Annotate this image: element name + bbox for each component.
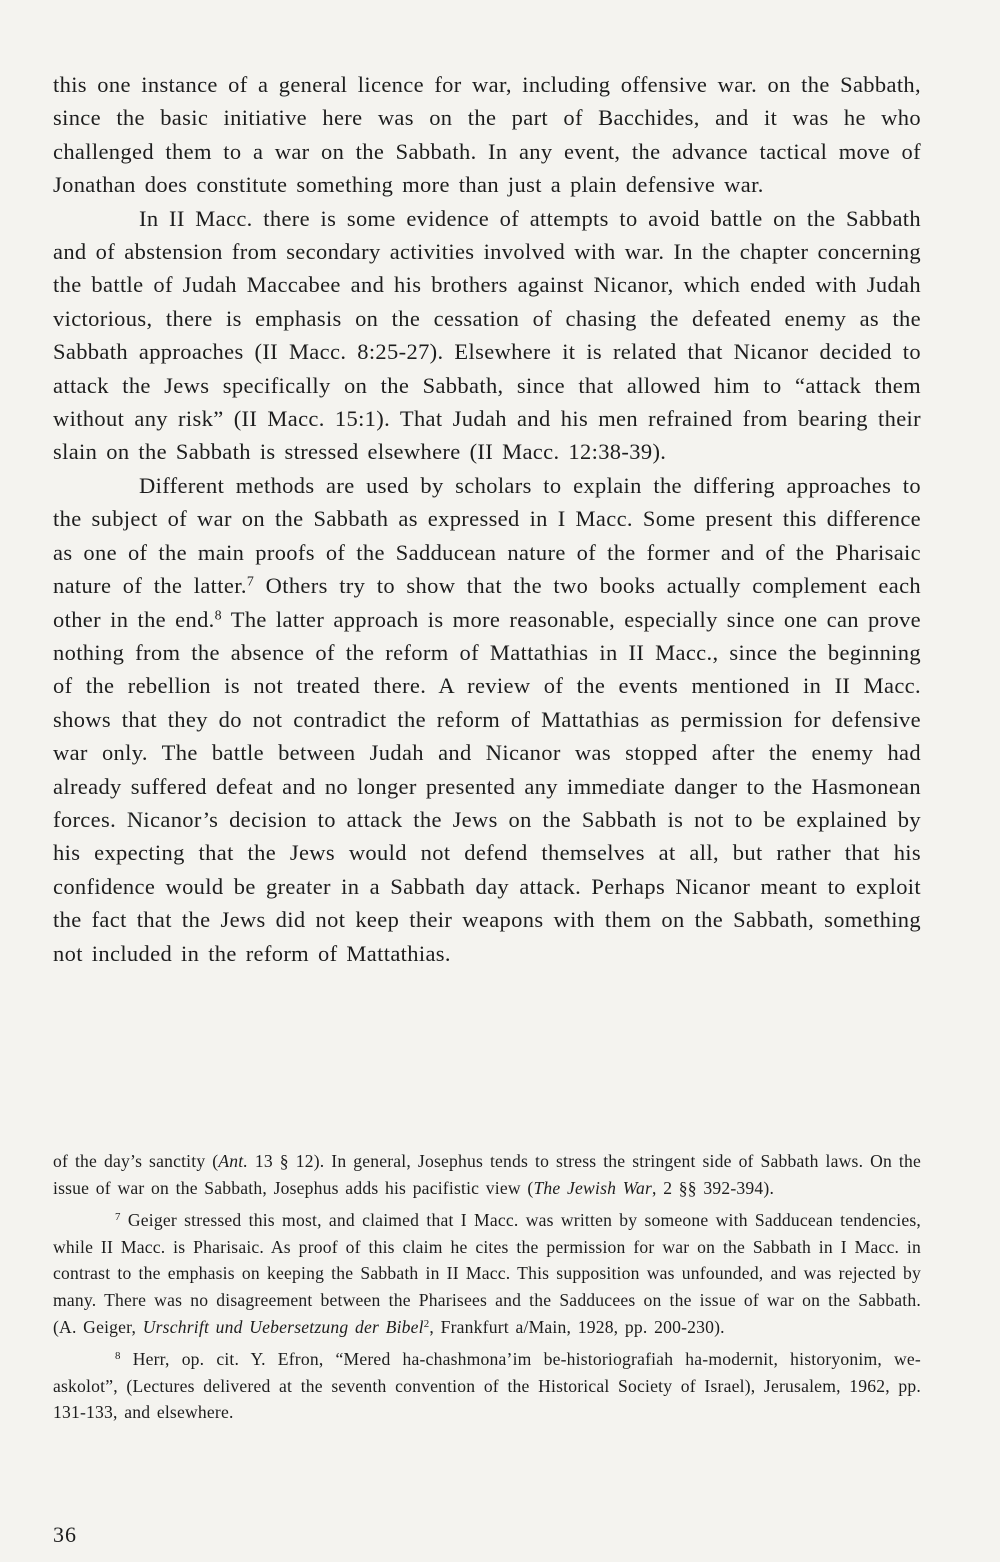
footnote-7-text-1: Geiger stressed this most, and claimed that I Macc. was written by someone with Sadducean tendencies, while II Macc. is Pharisaic. As proof of this claim he cites the permission for war on the Sabbath in I Macc. in contrast to the emphasis on keeping the Sabbath in II Macc. This supposition was unfounded, and was rejected by many. There was no disagreement between the Pharisees and the Sadducees on the issue of war on the Sabbath. (A. Geiger, bbox=[53, 1210, 921, 1337]
footnote-ref-7: 7 bbox=[246, 574, 255, 590]
paragraph-2: In II Macc. there is some evidence of attempts to avoid battle on the Sabbath and of abstension from secondary activities involved with war. In the chapter concerning the battle of Judah Maccabee and his brothers against Nicanor, which ended with Judah victorious, there is emphasis on the cessation of chasing the defeated enemy as the Sabbath approaches (II Macc. 8:25-27). Elsewhere it is related that Nicanor decided to attack the Jews specifically on the Sabbath, since that allowed him to “attack them without any risk” (II Macc. 15:1). That Judah and his men refrained from bearing their slain on the Sabbath is stressed elsewhere (II Macc. 12:38-39). bbox=[53, 205, 921, 465]
footnote-7 bbox=[53, 1207, 921, 1340]
paragraph-3-part-1: Different methods are used by scholars to explain the differing approaches to the subject of war on the Sabbath as expressed in I Macc. Some present this difference as one of the main proofs of the Sadducean nature of the former and of the Pharisaic nature of the latter. bbox=[53, 472, 921, 599]
footnote-8-marker: 8 bbox=[115, 1350, 121, 1363]
footnote-continuation-text-1: of the day’s sanctity ( bbox=[53, 1151, 219, 1171]
paragraph-3 bbox=[53, 469, 921, 970]
edition-superscript: 2 bbox=[423, 1317, 430, 1330]
footnote-ref-8: 8 bbox=[214, 607, 222, 623]
citation-title-ant: Ant. bbox=[218, 1151, 248, 1171]
page-body bbox=[53, 68, 921, 970]
footnote-continuation-text-2: 13 § 12). In general, Josephus tends to stress the stringent side of Sabbath laws. On the issue of war on the Sabbath, Josephus adds his pacifistic view ( bbox=[53, 1151, 921, 1198]
body-text bbox=[53, 68, 921, 970]
footnote-7-marker: 7 bbox=[115, 1211, 121, 1224]
page-number: 36 bbox=[53, 1522, 77, 1547]
citation-title-jewish-war: The Jewish War bbox=[533, 1177, 652, 1198]
paragraph-3-part-3: The latter approach is more reasonable, especially since one can prove nothing from the absence of the reform of Mattathias in II Macc., since the beginning of the rebellion is not treated there. A review of the events mentioned in II Macc. shows that they do not contradict the reform of Mattathias as permission for defensive war only. The battle between Judah and Nicanor was stopped after the enemy had already suffered defeat and no longer presented any immediate danger to the Hasmonean forces. Nicanor’s decision to attack the Jews on the Sabbath is not to be explained by his expecting that the Jews would not defend themselves at all, but rather that his confidence would be greater in a Sabbath day attack. Perhaps Nicanor meant to exploit the fact that the Jews did not keep their weapons with them on the Sabbath, something not included in the reform of Mattathias. bbox=[53, 606, 922, 966]
citation-title-urschrift: Urschrift und Uebersetzung der Bibel bbox=[142, 1316, 424, 1337]
footnote-8 bbox=[53, 1346, 921, 1426]
footnote-continuation-text-3: , 2 §§ 392-394). bbox=[652, 1177, 775, 1198]
paragraph-3-part-2: Others try to show that the two books actually complement each other in the end. bbox=[53, 573, 922, 632]
footnotes bbox=[53, 1148, 921, 1426]
footnote-continuation bbox=[53, 1148, 921, 1201]
footnote-7-text-2: , Frankfurt a/Main, 1928, pp. 200-230). bbox=[429, 1316, 725, 1337]
paragraph-1: this one instance of a general licence for war, including offensive war. on the Sabbath, since the basic initiative here was on the part of Bacchides, and it was he who challenged them to a war on the Sabbath. In any event, the advance tactical move of Jonathan does constitute something more than just a plain defensive war. bbox=[53, 72, 921, 198]
footnote-8-text: Herr, op. cit. Y. Efron, “Mered ha-chashmona’im be-historiografiah ha-modernit, historyonim, we-askolot”, (Lectures delivered at the seventh convention of the Historical Society of Israel), Jerusalem, 1962, pp. 131-133, and elsewhere. bbox=[53, 1349, 921, 1423]
